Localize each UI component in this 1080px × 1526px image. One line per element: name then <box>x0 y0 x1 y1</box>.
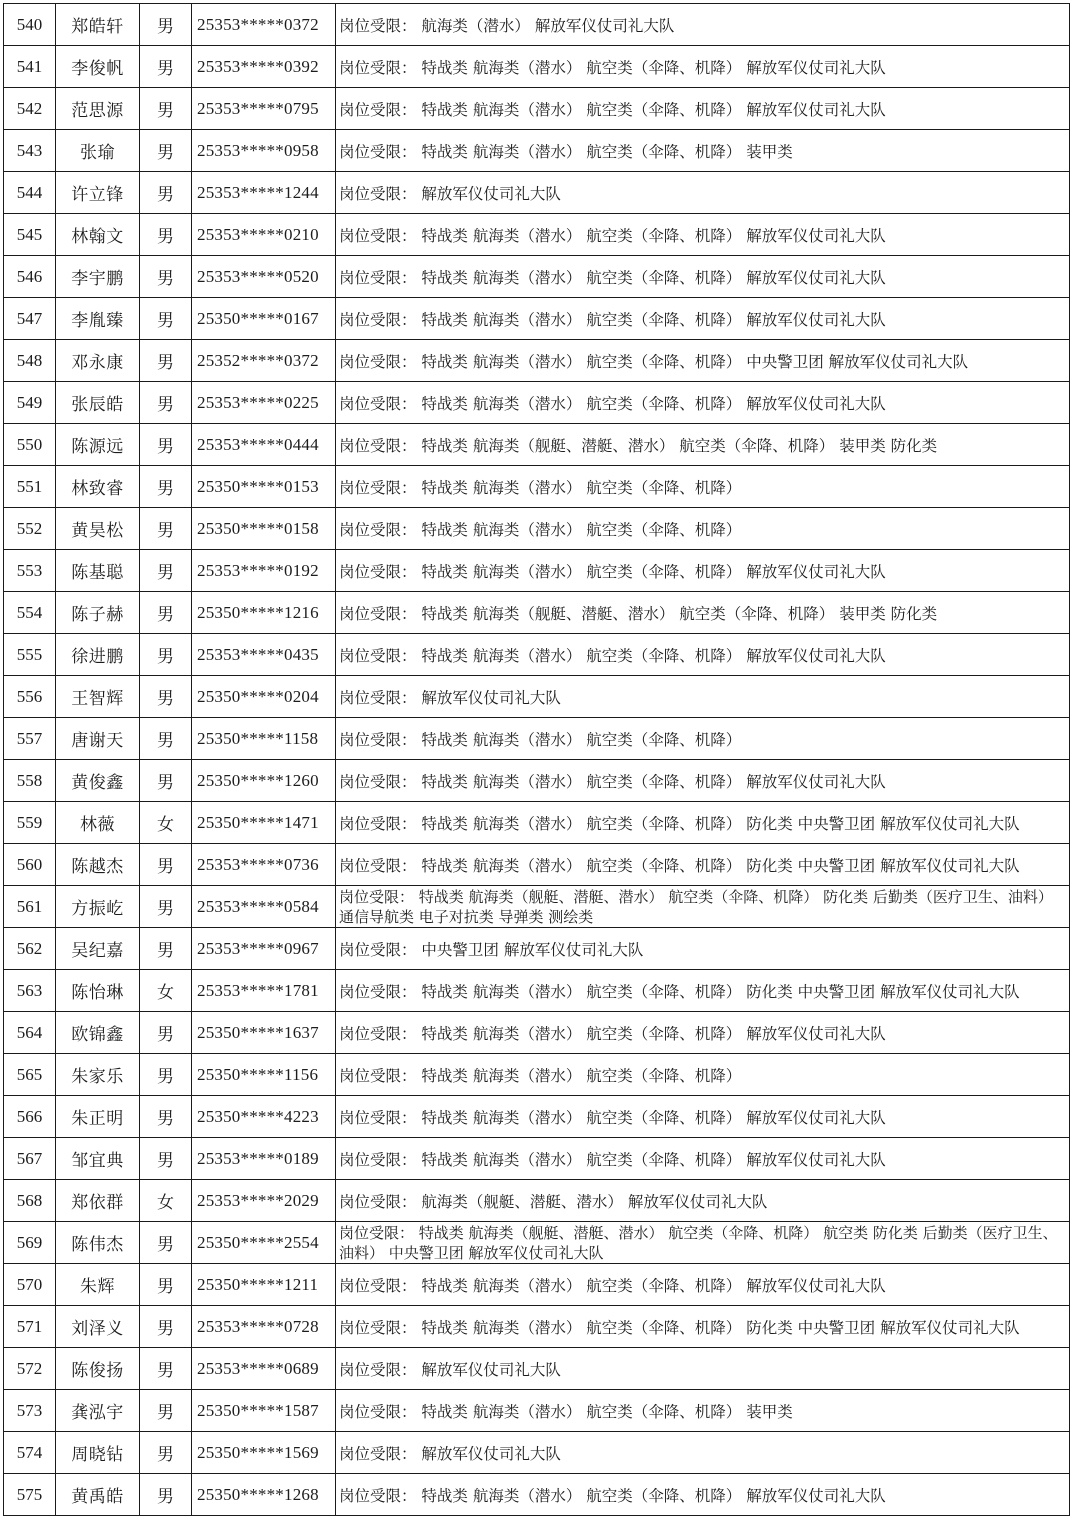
row-number: 548 <box>4 340 56 382</box>
restriction-note: 岗位受限： 特战类 航海类（舰艇、潜艇、潜水） 航空类（伞降、机降） 装甲类 防化类 <box>336 424 1070 466</box>
id-number: 25353*****0192 <box>192 550 336 592</box>
gender: 男 <box>140 424 192 466</box>
restriction-note: 岗位受限： 解放军仪仗司礼大队 <box>336 1348 1070 1390</box>
person-name: 郑依群 <box>56 1180 140 1222</box>
person-name: 邓永康 <box>56 340 140 382</box>
id-number: 25353*****0736 <box>192 844 336 886</box>
gender: 男 <box>140 718 192 760</box>
restriction-note: 岗位受限： 特战类 航海类（潜水） 航空类（伞降、机降） 解放军仪仗司礼大队 <box>336 88 1070 130</box>
table-row <box>4 1348 1070 1390</box>
person-name: 郑皓轩 <box>56 4 140 46</box>
restriction-note: 岗位受限： 特战类 航海类（潜水） 航空类（伞降、机降） <box>336 1054 1070 1096</box>
row-number: 546 <box>4 256 56 298</box>
id-number: 25350*****0167 <box>192 298 336 340</box>
table-row <box>4 886 1070 928</box>
table-row <box>4 1390 1070 1432</box>
row-number: 540 <box>4 4 56 46</box>
id-number: 25350*****4223 <box>192 1096 336 1138</box>
gender: 男 <box>140 1306 192 1348</box>
gender: 男 <box>140 256 192 298</box>
restriction-note: 岗位受限： 特战类 航海类（潜水） 航空类（伞降、机降） <box>336 508 1070 550</box>
row-number: 566 <box>4 1096 56 1138</box>
restriction-note: 岗位受限： 中央警卫团 解放军仪仗司礼大队 <box>336 928 1070 970</box>
table-row <box>4 1264 1070 1306</box>
row-number: 556 <box>4 676 56 718</box>
table-row <box>4 970 1070 1012</box>
table-row <box>4 760 1070 802</box>
roster-table <box>3 3 1070 1516</box>
table-row <box>4 172 1070 214</box>
row-number: 567 <box>4 1138 56 1180</box>
gender: 女 <box>140 970 192 1012</box>
person-name: 陈怡琳 <box>56 970 140 1012</box>
restriction-note: 岗位受限： 特战类 航海类（潜水） 航空类（伞降、机降） 装甲类 <box>336 130 1070 172</box>
gender: 男 <box>140 1348 192 1390</box>
table-row <box>4 1096 1070 1138</box>
restriction-note: 岗位受限： 特战类 航海类（潜水） 航空类（伞降、机降） 解放军仪仗司礼大队 <box>336 382 1070 424</box>
id-number: 25350*****1587 <box>192 1390 336 1432</box>
person-name: 陈越杰 <box>56 844 140 886</box>
row-number: 558 <box>4 760 56 802</box>
gender: 男 <box>140 1096 192 1138</box>
row-number: 561 <box>4 886 56 928</box>
row-number: 570 <box>4 1264 56 1306</box>
restriction-note: 岗位受限： 解放军仪仗司礼大队 <box>336 172 1070 214</box>
person-name: 周晓钻 <box>56 1432 140 1474</box>
row-number: 549 <box>4 382 56 424</box>
gender: 男 <box>140 88 192 130</box>
person-name: 范思源 <box>56 88 140 130</box>
row-number: 560 <box>4 844 56 886</box>
row-number: 551 <box>4 466 56 508</box>
id-number: 25353*****0584 <box>192 886 336 928</box>
restriction-note: 岗位受限： 特战类 航海类（潜水） 航空类（伞降、机降） 解放军仪仗司礼大队 <box>336 46 1070 88</box>
row-number: 575 <box>4 1474 56 1516</box>
person-name: 陈俊扬 <box>56 1348 140 1390</box>
gender: 男 <box>140 1390 192 1432</box>
person-name: 陈子赫 <box>56 592 140 634</box>
row-number: 568 <box>4 1180 56 1222</box>
restriction-note: 岗位受限： 特战类 航海类（潜水） 航空类（伞降、机降） 解放军仪仗司礼大队 <box>336 634 1070 676</box>
id-number: 25353*****0225 <box>192 382 336 424</box>
row-number: 544 <box>4 172 56 214</box>
person-name: 朱辉 <box>56 1264 140 1306</box>
gender: 男 <box>140 1264 192 1306</box>
restriction-note: 岗位受限： 解放军仪仗司礼大队 <box>336 676 1070 718</box>
restriction-note: 岗位受限： 特战类 航海类（潜水） 航空类（伞降、机降） 解放军仪仗司礼大队 <box>336 298 1070 340</box>
row-number: 547 <box>4 298 56 340</box>
id-number: 25350*****1637 <box>192 1012 336 1054</box>
table-row <box>4 130 1070 172</box>
gender: 男 <box>140 592 192 634</box>
restriction-note: 岗位受限： 特战类 航海类（潜水） 航空类（伞降、机降） 防化类 中央警卫团 解放军仪仗司礼大队 <box>336 844 1070 886</box>
id-number: 25353*****0689 <box>192 1348 336 1390</box>
id-number: 25353*****0435 <box>192 634 336 676</box>
restriction-note: 岗位受限： 特战类 航海类（潜水） 航空类（伞降、机降） 解放军仪仗司礼大队 <box>336 760 1070 802</box>
id-number: 25353*****0520 <box>192 256 336 298</box>
restriction-note: 岗位受限： 特战类 航海类（舰艇、潜艇、潜水） 航空类（伞降、机降） 航空类 防化类 后勤类（医疗卫生、油料） 中央警卫团 解放军仪仗司礼大队 <box>336 1222 1070 1264</box>
gender: 男 <box>140 634 192 676</box>
person-name: 李俊帆 <box>56 46 140 88</box>
row-number: 562 <box>4 928 56 970</box>
id-number: 25353*****1781 <box>192 970 336 1012</box>
person-name: 欧锦鑫 <box>56 1012 140 1054</box>
restriction-note: 岗位受限： 特战类 航海类（潜水） 航空类（伞降、机降） 解放军仪仗司礼大队 <box>336 550 1070 592</box>
table-row <box>4 382 1070 424</box>
id-number: 25350*****1569 <box>192 1432 336 1474</box>
table-row <box>4 592 1070 634</box>
id-number: 25350*****0158 <box>192 508 336 550</box>
gender: 男 <box>140 760 192 802</box>
id-number: 25350*****1156 <box>192 1054 336 1096</box>
person-name: 朱正明 <box>56 1096 140 1138</box>
table-row <box>4 1054 1070 1096</box>
restriction-note: 岗位受限： 特战类 航海类（潜水） 航空类（伞降、机降） 解放军仪仗司礼大队 <box>336 214 1070 256</box>
row-number: 572 <box>4 1348 56 1390</box>
person-name: 林致睿 <box>56 466 140 508</box>
table-row <box>4 46 1070 88</box>
table-row <box>4 676 1070 718</box>
person-name: 邹宜典 <box>56 1138 140 1180</box>
restriction-note: 岗位受限： 特战类 航海类（潜水） 航空类（伞降、机降） 解放军仪仗司礼大队 <box>336 1474 1070 1516</box>
gender: 男 <box>140 1054 192 1096</box>
gender: 男 <box>140 298 192 340</box>
table-row <box>4 718 1070 760</box>
table-row <box>4 928 1070 970</box>
gender: 男 <box>140 172 192 214</box>
row-number: 559 <box>4 802 56 844</box>
row-number: 557 <box>4 718 56 760</box>
table-row <box>4 634 1070 676</box>
table-row <box>4 4 1070 46</box>
gender: 男 <box>140 4 192 46</box>
person-name: 龚泓宇 <box>56 1390 140 1432</box>
person-name: 林翰文 <box>56 214 140 256</box>
table-row <box>4 1012 1070 1054</box>
row-number: 554 <box>4 592 56 634</box>
restriction-note: 岗位受限： 特战类 航海类（潜水） 航空类（伞降、机降） 解放军仪仗司礼大队 <box>336 1264 1070 1306</box>
gender: 女 <box>140 802 192 844</box>
table-row <box>4 1222 1070 1264</box>
table-row <box>4 1474 1070 1516</box>
gender: 男 <box>140 1138 192 1180</box>
gender: 男 <box>140 886 192 928</box>
person-name: 陈伟杰 <box>56 1222 140 1264</box>
table-row <box>4 550 1070 592</box>
row-number: 555 <box>4 634 56 676</box>
person-name: 黄俊鑫 <box>56 760 140 802</box>
table-row <box>4 88 1070 130</box>
row-number: 543 <box>4 130 56 172</box>
row-number: 573 <box>4 1390 56 1432</box>
gender: 男 <box>140 466 192 508</box>
gender: 男 <box>140 1474 192 1516</box>
roster-body <box>4 4 1070 1516</box>
table-row <box>4 1432 1070 1474</box>
restriction-note: 岗位受限： 特战类 航海类（潜水） 航空类（伞降、机降） <box>336 718 1070 760</box>
restriction-note: 岗位受限： 特战类 航海类（潜水） 航空类（伞降、机降） 防化类 中央警卫团 解放军仪仗司礼大队 <box>336 1306 1070 1348</box>
id-number: 25353*****0210 <box>192 214 336 256</box>
person-name: 徐进鹏 <box>56 634 140 676</box>
table-row <box>4 340 1070 382</box>
gender: 男 <box>140 928 192 970</box>
person-name: 李宇鹏 <box>56 256 140 298</box>
id-number: 25353*****0444 <box>192 424 336 466</box>
restriction-note: 岗位受限： 航海类（潜水） 解放军仪仗司礼大队 <box>336 4 1070 46</box>
gender: 男 <box>140 340 192 382</box>
table-row <box>4 802 1070 844</box>
restriction-note: 岗位受限： 特战类 航海类（潜水） 航空类（伞降、机降） <box>336 466 1070 508</box>
id-number: 25350*****1216 <box>192 592 336 634</box>
id-number: 25353*****0392 <box>192 46 336 88</box>
id-number: 25353*****0967 <box>192 928 336 970</box>
id-number: 25352*****0372 <box>192 340 336 382</box>
person-name: 吴纪嘉 <box>56 928 140 970</box>
gender: 男 <box>140 1432 192 1474</box>
table-row <box>4 1138 1070 1180</box>
restriction-note: 岗位受限： 特战类 航海类（舰艇、潜艇、潜水） 航空类（伞降、机降） 防化类 后勤类（医疗卫生、油料） 通信导航类 电子对抗类 导弹类 测绘类 <box>336 886 1070 928</box>
gender: 男 <box>140 382 192 424</box>
row-number: 564 <box>4 1012 56 1054</box>
table-row <box>4 1306 1070 1348</box>
restriction-note: 岗位受限： 特战类 航海类（潜水） 航空类（伞降、机降） 解放军仪仗司礼大队 <box>336 1012 1070 1054</box>
gender: 男 <box>140 1222 192 1264</box>
id-number: 25350*****2554 <box>192 1222 336 1264</box>
person-name: 陈源远 <box>56 424 140 466</box>
id-number: 25353*****1244 <box>192 172 336 214</box>
person-name: 许立锋 <box>56 172 140 214</box>
person-name: 刘泽义 <box>56 1306 140 1348</box>
person-name: 唐谢天 <box>56 718 140 760</box>
gender: 男 <box>140 1012 192 1054</box>
gender: 女 <box>140 1180 192 1222</box>
person-name: 黄昊松 <box>56 508 140 550</box>
table-row <box>4 424 1070 466</box>
row-number: 571 <box>4 1306 56 1348</box>
restriction-note: 岗位受限： 解放军仪仗司礼大队 <box>336 1432 1070 1474</box>
person-name: 方振屹 <box>56 886 140 928</box>
id-number: 25353*****0958 <box>192 130 336 172</box>
id-number: 25350*****1211 <box>192 1264 336 1306</box>
id-number: 25350*****1471 <box>192 802 336 844</box>
id-number: 25353*****0372 <box>192 4 336 46</box>
id-number: 25350*****1158 <box>192 718 336 760</box>
row-number: 550 <box>4 424 56 466</box>
id-number: 25350*****0153 <box>192 466 336 508</box>
gender: 男 <box>140 550 192 592</box>
id-number: 25353*****2029 <box>192 1180 336 1222</box>
id-number: 25350*****1260 <box>192 760 336 802</box>
restriction-note: 岗位受限： 特战类 航海类（潜水） 航空类（伞降、机降） 解放军仪仗司礼大队 <box>336 256 1070 298</box>
table-row <box>4 256 1070 298</box>
restriction-note: 岗位受限： 特战类 航海类（舰艇、潜艇、潜水） 航空类（伞降、机降） 装甲类 防化类 <box>336 592 1070 634</box>
restriction-note: 岗位受限： 特战类 航海类（潜水） 航空类（伞降、机降） 装甲类 <box>336 1390 1070 1432</box>
gender: 男 <box>140 676 192 718</box>
table-row <box>4 214 1070 256</box>
table-row <box>4 1180 1070 1222</box>
restriction-note: 岗位受限： 特战类 航海类（潜水） 航空类（伞降、机降） 解放军仪仗司礼大队 <box>336 1096 1070 1138</box>
restriction-note: 岗位受限： 特战类 航海类（潜水） 航空类（伞降、机降） 防化类 中央警卫团 解放军仪仗司礼大队 <box>336 970 1070 1012</box>
person-name: 陈基聪 <box>56 550 140 592</box>
restriction-note: 岗位受限： 特战类 航海类（潜水） 航空类（伞降、机降） 中央警卫团 解放军仪仗司礼大队 <box>336 340 1070 382</box>
row-number: 569 <box>4 1222 56 1264</box>
person-name: 林薇 <box>56 802 140 844</box>
id-number: 25353*****0795 <box>192 88 336 130</box>
gender: 男 <box>140 46 192 88</box>
row-number: 563 <box>4 970 56 1012</box>
id-number: 25353*****0189 <box>192 1138 336 1180</box>
id-number: 25350*****0204 <box>192 676 336 718</box>
person-name: 王智辉 <box>56 676 140 718</box>
table-row <box>4 844 1070 886</box>
gender: 男 <box>140 844 192 886</box>
row-number: 565 <box>4 1054 56 1096</box>
person-name: 张辰皓 <box>56 382 140 424</box>
restriction-note: 岗位受限： 航海类（舰艇、潜艇、潜水） 解放军仪仗司礼大队 <box>336 1180 1070 1222</box>
restriction-note: 岗位受限： 特战类 航海类（潜水） 航空类（伞降、机降） 解放军仪仗司礼大队 <box>336 1138 1070 1180</box>
person-name: 黄禹皓 <box>56 1474 140 1516</box>
row-number: 541 <box>4 46 56 88</box>
person-name: 李胤臻 <box>56 298 140 340</box>
gender: 男 <box>140 508 192 550</box>
table-row <box>4 298 1070 340</box>
id-number: 25353*****0728 <box>192 1306 336 1348</box>
row-number: 574 <box>4 1432 56 1474</box>
row-number: 542 <box>4 88 56 130</box>
id-number: 25350*****1268 <box>192 1474 336 1516</box>
gender: 男 <box>140 130 192 172</box>
restriction-note: 岗位受限： 特战类 航海类（潜水） 航空类（伞降、机降） 防化类 中央警卫团 解放军仪仗司礼大队 <box>336 802 1070 844</box>
gender: 男 <box>140 214 192 256</box>
person-name: 张瑜 <box>56 130 140 172</box>
table-row <box>4 466 1070 508</box>
row-number: 553 <box>4 550 56 592</box>
row-number: 545 <box>4 214 56 256</box>
person-name: 朱家乐 <box>56 1054 140 1096</box>
table-row <box>4 508 1070 550</box>
row-number: 552 <box>4 508 56 550</box>
